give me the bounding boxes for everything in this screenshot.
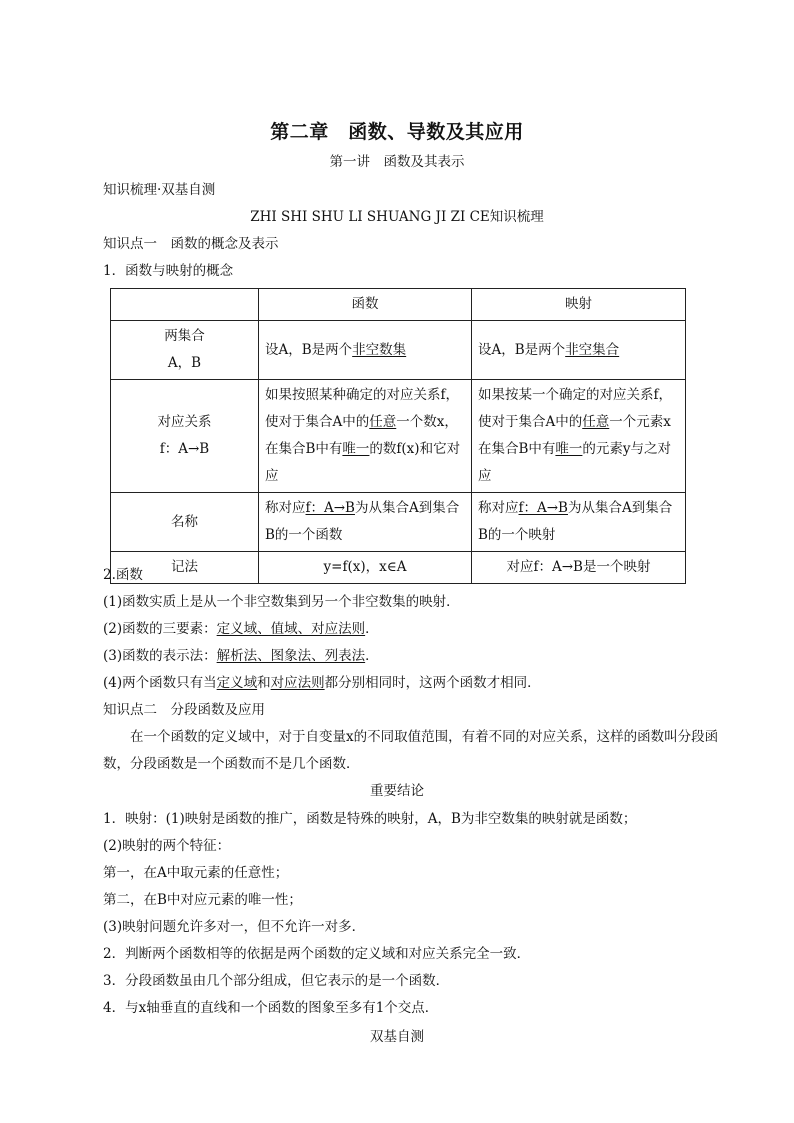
table-header-cell: 映射 [472, 289, 686, 321]
table-cell [472, 380, 686, 493]
point1-subtitle: 1．函数与映射的概念 [103, 263, 234, 279]
table-row [111, 380, 686, 493]
table-cell [259, 380, 472, 493]
table-row [111, 493, 686, 552]
row-label-line: A，B [167, 355, 202, 371]
cell-text: 设A，B是两个 [478, 341, 566, 358]
cell-text: 如果按某一个确定的对应关系f，使对于集合A中的 [478, 387, 672, 430]
underlined-text: 定义域 [216, 675, 258, 691]
table-cell [472, 493, 686, 552]
cell-text: 的数f(x)和它对应 [265, 441, 461, 484]
row-label-line: 两集合 [164, 328, 205, 344]
conclusion-item: 第一，在A中取元素的任意性； [103, 865, 289, 881]
cell-text: 的元素y与之对应 [478, 441, 672, 484]
underlined-text: 对应法则 [270, 675, 325, 691]
text-span: (4)两个函数只有当 [103, 675, 217, 691]
table-header-row [111, 289, 686, 321]
function-point-2 [103, 620, 379, 638]
cell-text: 如果按照某种确定的对应关系f，使对于集合A中的 [265, 387, 459, 430]
table-header-cell [111, 289, 259, 321]
conclusion-item: 1．映射：(1)映射是函数的推广，函数是特殊的映射，A，B为非空数集的映射就是函数； [103, 811, 637, 827]
table-row [111, 552, 686, 584]
piecewise-paragraph: 在一个函数的定义域中，对于自变量x的不同取值范围，有着不同的对应关系，这样的函数叫分段函数，分段函数是一个函数而不是几个函数． [103, 729, 719, 772]
cell-text: 称对应 [265, 500, 306, 516]
row-label: 记法 [111, 552, 259, 584]
underlined-text: 任意 [582, 414, 610, 430]
row-label-line: 对应关系 [157, 414, 212, 430]
table-cell [259, 493, 472, 552]
cell-text: 设A，B是两个 [265, 341, 353, 358]
underlined-text: 任意 [369, 414, 397, 430]
lecture-title: 第一讲 函数及其表示 [329, 154, 465, 170]
underlined-text: 定义域、值域、对应法则 [216, 621, 366, 637]
conclusion-item: 2．判断两个函数相等的依据是两个函数的定义域和对应关系完全一致． [103, 946, 531, 962]
underlined-text: 唯一 [342, 441, 370, 457]
point2-title: 知识点二 分段函数及应用 [103, 702, 265, 718]
row-label: 名称 [111, 493, 259, 552]
text-span: 都分别相同时，这两个函数才相同． [324, 675, 541, 691]
function-section-title: 2.函数 [103, 567, 143, 583]
text-span: ． [365, 621, 379, 637]
table-cell: 对应f：A→B是一个映射 [472, 552, 686, 584]
function-point-1: (1)函数实质上是从一个非空数集到另一个非空数集的映射． [103, 594, 460, 610]
chapter-title: 第二章 函数、导数及其应用 [270, 121, 524, 143]
conclusion-item: 第二，在B中对应元素的唯一性； [103, 892, 302, 908]
conclusion-title: 重要结论 [370, 783, 424, 799]
function-point-4 [103, 674, 541, 692]
table-row [111, 321, 686, 380]
pinyin-header: ZHI SHI SHU LI SHUANG JI ZI CE知识梳理 [250, 209, 544, 225]
table-header-cell: 函数 [259, 289, 472, 321]
conclusion-item: 4．与x轴垂直的直线和一个函数的图象至多有1个交点． [103, 1000, 439, 1016]
conclusion-item: 3．分段函数虽由几个部分组成，但它表示的是一个函数． [103, 973, 450, 989]
text-span: (2)函数的三要素： [103, 621, 217, 637]
underlined-text: f：A→B [518, 500, 568, 516]
table-cell: y=f(x)，x∈A [259, 552, 472, 584]
row-label [111, 321, 259, 380]
table-cell [472, 321, 686, 380]
cell-text: 一个元素x在集合B中有 [478, 414, 671, 457]
text-span: 和 [257, 675, 271, 691]
underlined-text: f：A→B [305, 500, 355, 516]
section-header: 知识梳理·双基自测 [103, 182, 216, 198]
cell-text: 称对应 [478, 500, 519, 516]
row-label-line: f：A→B [159, 441, 210, 457]
function-mapping-table [110, 288, 686, 584]
conclusion-item: (2)映射的两个特征： [103, 838, 231, 854]
point1-title: 知识点一 函数的概念及表示 [103, 236, 279, 252]
self-test-title: 双基自测 [370, 1029, 424, 1045]
cell-text: 为从集合A到集合B的一个映射 [478, 500, 673, 543]
underlined-text: 非空数集 [352, 341, 407, 358]
underlined-text: 非空集合 [565, 341, 620, 358]
underlined-text: 解析法、图象法、列表法 [216, 648, 366, 664]
text-span: (3)函数的表示法： [103, 648, 217, 664]
row-label [111, 380, 259, 493]
text-span: ． [365, 648, 379, 664]
conclusion-item: (3)映射问题允许多对一，但不允许一对多． [103, 919, 366, 935]
cell-text: 为从集合A到集合B的一个函数 [265, 500, 460, 543]
function-point-3 [103, 647, 379, 665]
underlined-text: 唯一 [555, 441, 583, 457]
cell-text: 一个数x，在集合B中有 [265, 414, 458, 457]
table-cell [259, 321, 472, 380]
